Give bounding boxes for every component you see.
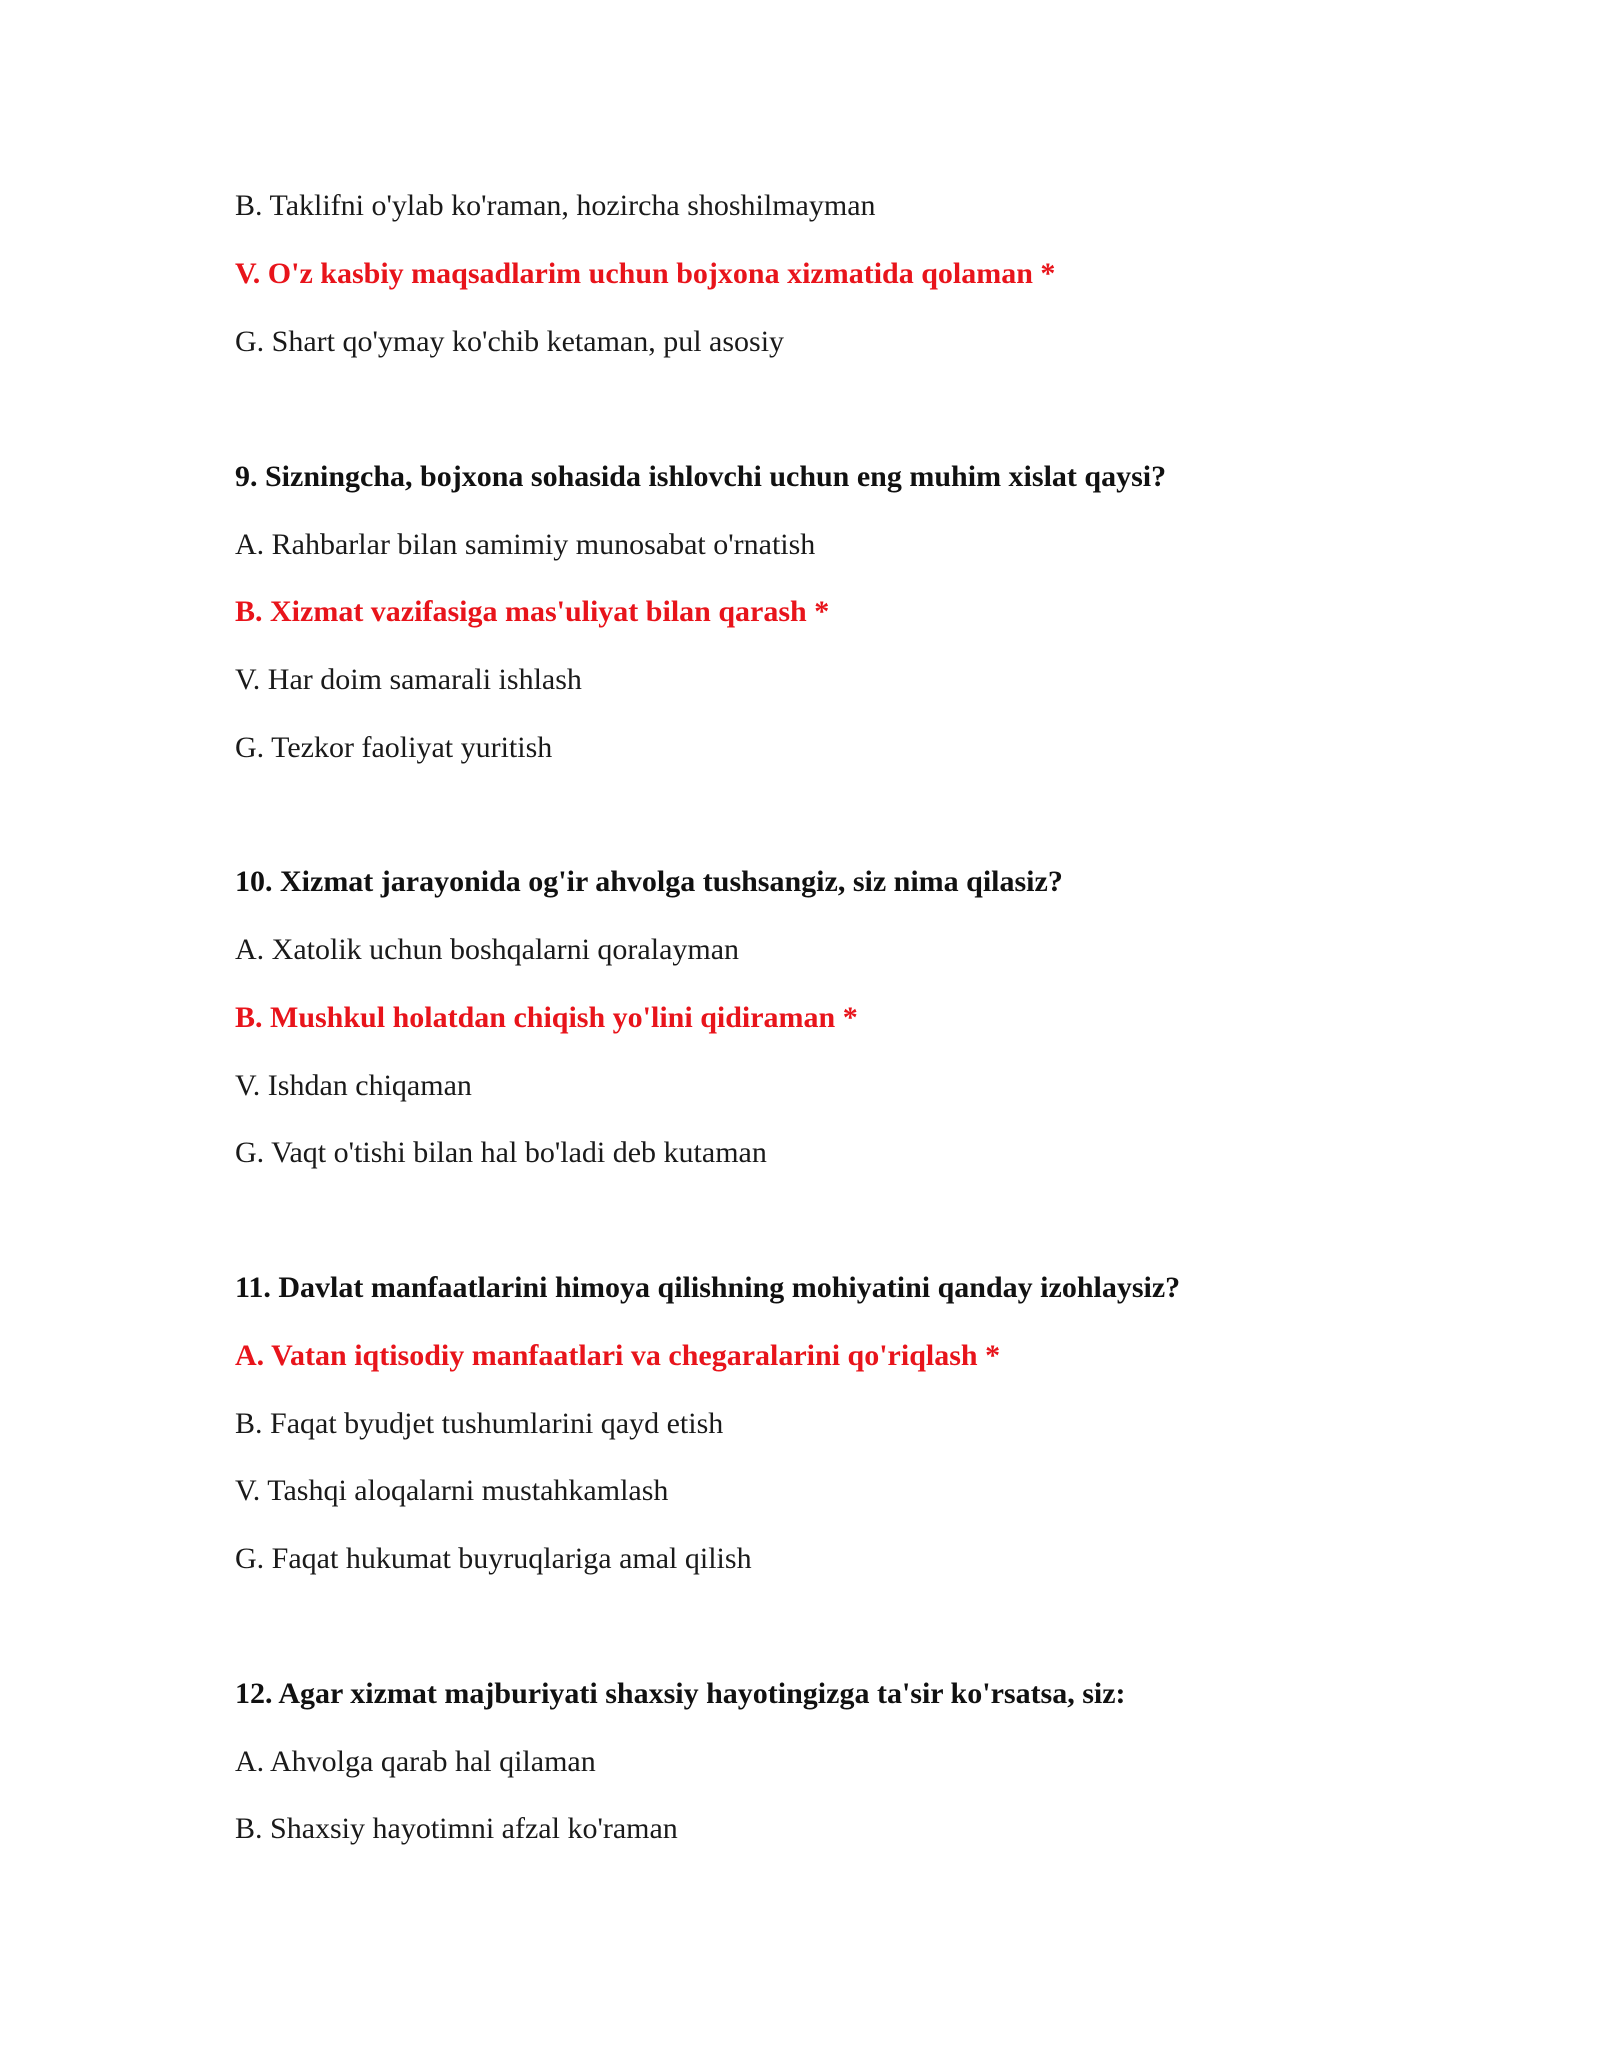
- option-q11-b: B. Faqat byudjet tushumlarini qayd etish: [235, 1407, 724, 1440]
- option-q8-b: B. Taklifni o'ylab ko'raman, hozircha shoshilmayman: [235, 189, 876, 222]
- option-q9-v: V. Har doim samarali ishlash: [235, 663, 582, 696]
- question-12: 12. Agar xizmat majburiyati shaxsiy hayotingizga ta'sir ko'rsatsa, siz:: [235, 1677, 1126, 1710]
- question-9: 9. Sizningcha, bojxona sohasida ishlovchi uchun eng muhim xislat qaysi?: [235, 460, 1167, 493]
- question-10: 10. Xizmat jarayonida og'ir ahvolga tushsangiz, siz nima qilasiz?: [235, 865, 1063, 898]
- option-q10-g: G. Vaqt o'tishi bilan hal bo'ladi deb kutaman: [235, 1136, 767, 1169]
- option-q9-a: A. Rahbarlar bilan samimiy munosabat o'rnatish: [235, 528, 816, 561]
- option-q9-g: G. Tezkor faoliyat yuritish: [235, 731, 553, 764]
- correct-answer-q11-a: A. Vatan iqtisodiy manfaatlari va chegaralarini qo'riqlash *: [235, 1339, 1001, 1372]
- option-q12-b: B. Shaxsiy hayotimni afzal ko'raman: [235, 1812, 678, 1845]
- question-11: 11. Davlat manfaatlarini himoya qilishning mohiyatini qanday izohlaysiz?: [235, 1271, 1181, 1304]
- option-q8-g: G. Shart qo'ymay ko'chib ketaman, pul asosiy: [235, 325, 785, 358]
- correct-answer-q8-v: V. O'z kasbiy maqsadlarim uchun bojxona xizmatida qolaman *: [235, 257, 1056, 290]
- correct-answer-q10-b: B. Mushkul holatdan chiqish yo'lini qidiraman *: [235, 1001, 858, 1034]
- option-q11-g: G. Faqat hukumat buyruqlariga amal qilish: [235, 1542, 752, 1575]
- correct-answer-q9-b: B. Xizmat vazifasiga mas'uliyat bilan qarash *: [235, 595, 830, 628]
- option-q10-a: A. Xatolik uchun boshqalarni qoralayman: [235, 933, 740, 966]
- option-q10-v: V. Ishdan chiqaman: [235, 1069, 472, 1102]
- option-q11-v: V. Tashqi aloqalarni mustahkamlash: [235, 1474, 669, 1507]
- option-q12-a: A. Ahvolga qarab hal qilaman: [235, 1745, 596, 1778]
